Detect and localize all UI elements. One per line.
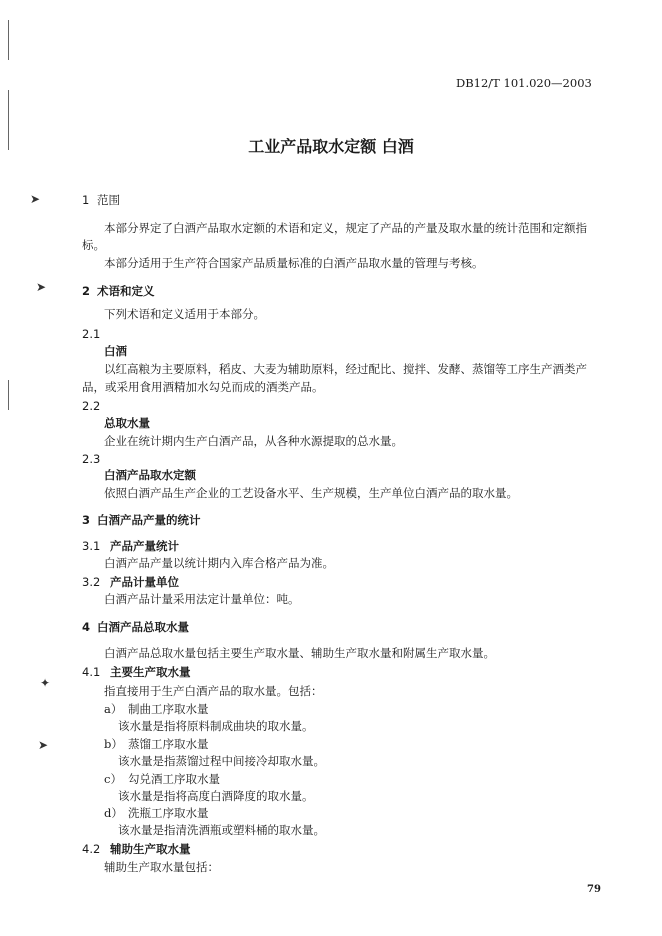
section-1-number: 1 <box>82 193 90 207</box>
clause-4-2-title: 辅助生产取水量 <box>110 842 191 856</box>
scan-mark: ✦ <box>40 676 51 690</box>
clause-4-1-number: 4.1 <box>82 665 101 679</box>
section-2-title: 术语和定义 <box>97 284 155 298</box>
clause-2-2-definition: 企业在统计期内生产白酒产品，从各种水源提取的总水量。 <box>104 434 403 448</box>
clause-3-2-number: 3.2 <box>82 575 101 589</box>
section-4-title: 白酒产品总取水量 <box>97 620 189 634</box>
section-2-number: 2 <box>82 284 91 298</box>
clause-2-1-definition-a: 以红高粮为主要原料，稻皮、大麦为辅助原料，经过配比、搅拌、发酵、蒸馏等工序生产酒类产 <box>104 362 587 376</box>
section-1-paragraph-1b: 标。 <box>82 238 105 252</box>
clause-2-2-number: 2.2 <box>82 399 101 413</box>
clause-2-3-number: 2.3 <box>82 452 101 466</box>
clause-2-3-term: 白酒产品取水定额 <box>104 468 196 482</box>
item-a-paragraph: 该水量是指将原料制成曲块的取水量。 <box>118 719 314 733</box>
item-d-title: 洗瓶工序取水量 <box>128 806 209 820</box>
clause-3-1-paragraph: 白酒产品产量以统计期内入库合格产品为准。 <box>104 556 334 570</box>
section-4-number: 4 <box>82 620 91 634</box>
clause-3-2-title: 产品计量单位 <box>110 575 179 589</box>
item-b-paragraph: 该水量是指蒸馏过程中间接冷却取水量。 <box>118 754 325 768</box>
scan-edge-line <box>8 20 9 60</box>
item-b-title: 蒸馏工序取水量 <box>128 737 209 751</box>
item-c-paragraph: 该水量是指将高度白酒降度的取水量。 <box>118 789 314 803</box>
item-a-label: a） <box>104 702 123 716</box>
section-3-number: 3 <box>82 513 91 527</box>
document-number: DB12/T 101.020—2003 <box>456 76 592 90</box>
section-2-paragraph: 下列术语和定义适用于本部分。 <box>104 307 265 321</box>
item-a-title: 制曲工序取水量 <box>128 702 209 716</box>
clause-3-1-title: 产品产量统计 <box>110 539 179 553</box>
clause-2-1-definition-b: 品，或采用食用酒精加水勾兑而成的酒类产品。 <box>82 380 324 394</box>
clause-4-2-number: 4.2 <box>82 842 101 856</box>
scan-mark: ➤ <box>30 192 41 206</box>
item-d-label: d） <box>104 806 123 820</box>
item-b-label: b） <box>104 737 123 751</box>
section-3-title: 白酒产品产量的统计 <box>97 513 201 527</box>
clause-4-2-paragraph: 辅助生产取水量包括： <box>104 860 219 874</box>
item-c-title: 勾兑酒工序取水量 <box>128 772 220 786</box>
section-1-paragraph-1a: 本部分界定了白酒产品取水定额的术语和定义，规定了产品的产量及取水量的统计范围和定额指 <box>104 221 587 235</box>
clause-2-3-definition: 依照白酒产品生产企业的工艺设备水平、生产规模，生产单位白酒产品的取水量。 <box>104 486 518 500</box>
page-number: 79 <box>587 884 601 895</box>
clause-4-1-title: 主要生产取水量 <box>110 665 191 679</box>
section-1-paragraph-2: 本部分适用于生产符合国家产品质量标准的白酒产品取水量的管理与考核。 <box>104 256 484 270</box>
scan-mark: ➤ <box>38 738 49 752</box>
item-d-paragraph: 该水量是指清洗酒瓶或塑料桶的取水量。 <box>118 823 325 837</box>
section-4-paragraph: 白酒产品总取水量包括主要生产取水量、辅助生产取水量和附属生产取水量。 <box>104 646 495 660</box>
clause-2-1-number: 2.1 <box>82 327 101 341</box>
scan-edge-line <box>8 380 9 410</box>
clause-2-1-term: 白酒 <box>104 344 127 358</box>
section-1-title: 范围 <box>97 193 120 207</box>
clause-4-1-paragraph: 指直接用于生产白酒产品的取水量。包括： <box>104 684 323 698</box>
item-c-label: c） <box>104 772 122 786</box>
scan-mark: ➤ <box>36 280 47 294</box>
document-title: 工业产品取水定额 白酒 <box>248 137 414 156</box>
clause-3-1-number: 3.1 <box>82 539 101 553</box>
clause-3-2-paragraph: 白酒产品计量采用法定计量单位：吨。 <box>104 592 300 606</box>
clause-2-2-term: 总取水量 <box>104 416 150 430</box>
